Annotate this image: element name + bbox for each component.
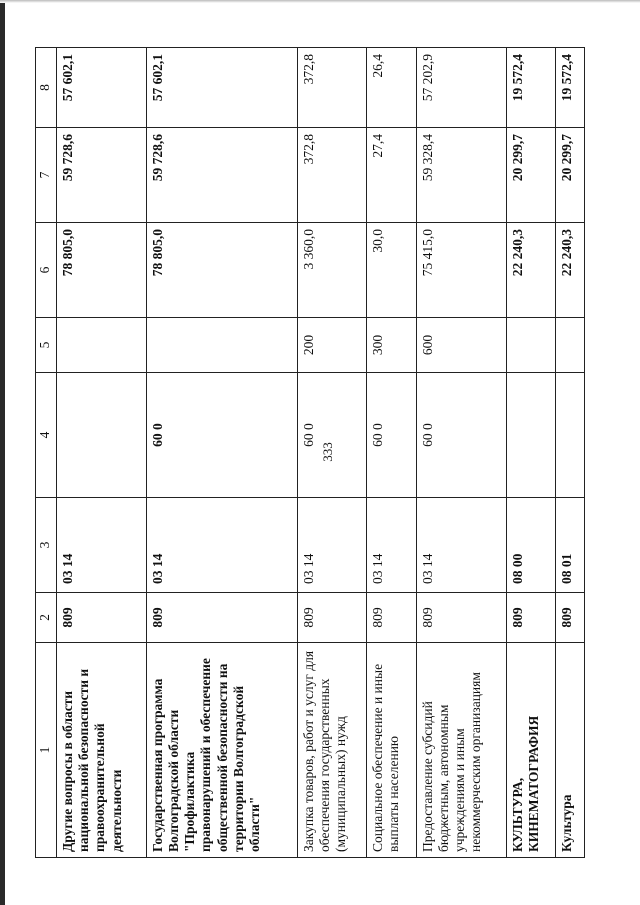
item-name: Социальное обеспечение и иные выплаты населению	[367, 643, 416, 858]
table-row	[416, 48, 506, 858]
item-name: КУЛЬТУРА, КИНЕМАТОГРАФИЯ	[506, 643, 555, 858]
column-header: 4	[36, 373, 57, 498]
program-code: 60 0	[367, 373, 416, 498]
table-header-row	[36, 48, 57, 858]
ministry-code: 809	[367, 593, 416, 643]
section-code: 08 00	[506, 498, 555, 593]
amount-col8: 57 602,1	[57, 48, 147, 128]
column-header: 5	[36, 318, 57, 373]
amount-col7: 20 299,7	[555, 128, 584, 223]
column-header: 2	[36, 593, 57, 643]
amount-col6: 22 240,3	[506, 223, 555, 318]
amount-col8: 19 572,4	[555, 48, 584, 128]
column-header: 6	[36, 223, 57, 318]
amount-col7: 20 299,7	[506, 128, 555, 223]
item-name: Культура	[555, 643, 584, 858]
expense-kind-code	[57, 318, 147, 373]
page-number: 333	[320, 442, 335, 462]
column-header: 3	[36, 498, 57, 593]
budget-table	[35, 47, 585, 858]
table-row	[297, 48, 367, 858]
amount-col7: 59 328,4	[416, 128, 506, 223]
amount-col8: 372,8	[297, 48, 367, 128]
column-header: 1	[36, 643, 57, 858]
program-code	[506, 373, 555, 498]
ministry-code: 809	[416, 593, 506, 643]
section-code: 03 14	[297, 498, 367, 593]
scan-edge	[0, 0, 5, 905]
amount-col6: 78 805,0	[57, 223, 147, 318]
amount-col8: 19 572,4	[506, 48, 555, 128]
amount-col7: 27,4	[367, 128, 416, 223]
ministry-code: 809	[297, 593, 367, 643]
table-row	[506, 48, 555, 858]
amount-col6: 78 805,0	[146, 223, 297, 318]
program-code: 60 0	[416, 373, 506, 498]
table-row	[367, 48, 416, 858]
table-row	[57, 48, 147, 858]
amount-col8: 26,4	[367, 48, 416, 128]
ministry-code: 809	[146, 593, 297, 643]
ministry-code: 809	[555, 593, 584, 643]
section-code: 03 14	[57, 498, 147, 593]
table-row	[555, 48, 584, 858]
program-code	[555, 373, 584, 498]
section-code: 03 14	[146, 498, 297, 593]
table-row	[146, 48, 297, 858]
program-code: 60 0	[297, 373, 367, 498]
item-name: Предоставление субсидий бюджетным, автономным учреждениям и иным некоммерческим организациям	[416, 643, 506, 858]
ministry-code: 809	[506, 593, 555, 643]
program-code: 60 0	[146, 373, 297, 498]
expense-kind-code	[146, 318, 297, 373]
item-name: Закупка товаров, работ и услуг для обеспечения государственных (муниципальных) нужд	[297, 643, 367, 858]
expense-kind-code	[506, 318, 555, 373]
column-header: 8	[36, 48, 57, 128]
scan-top-edge	[0, 0, 640, 3]
program-code	[57, 373, 147, 498]
amount-col6: 22 240,3	[555, 223, 584, 318]
ministry-code: 809	[57, 593, 147, 643]
item-name: Государственная программа Волгоградской области "Профилактика правонарушений и обеспечение общественной безопасности на территории Волгоградской области"	[146, 643, 297, 858]
expense-kind-code	[555, 318, 584, 373]
expense-kind-code: 600	[416, 318, 506, 373]
item-name: Другие вопросы в области национальной безопасности и правоохранительной деятельности	[57, 643, 147, 858]
amount-col7: 59 728,6	[146, 128, 297, 223]
amount-col8: 57 602,1	[146, 48, 297, 128]
section-code: 03 14	[367, 498, 416, 593]
amount-col8: 57 202,9	[416, 48, 506, 128]
amount-col6: 3 360,0	[297, 223, 367, 318]
expense-kind-code: 200	[297, 318, 367, 373]
amount-col6: 75 415,0	[416, 223, 506, 318]
column-header: 7	[36, 128, 57, 223]
amount-col6: 30,0	[367, 223, 416, 318]
section-code: 03 14	[416, 498, 506, 593]
section-code: 08 01	[555, 498, 584, 593]
amount-col7: 372,8	[297, 128, 367, 223]
budget-table-sheet	[35, 48, 585, 858]
amount-col7: 59 728,6	[57, 128, 147, 223]
expense-kind-code: 300	[367, 318, 416, 373]
